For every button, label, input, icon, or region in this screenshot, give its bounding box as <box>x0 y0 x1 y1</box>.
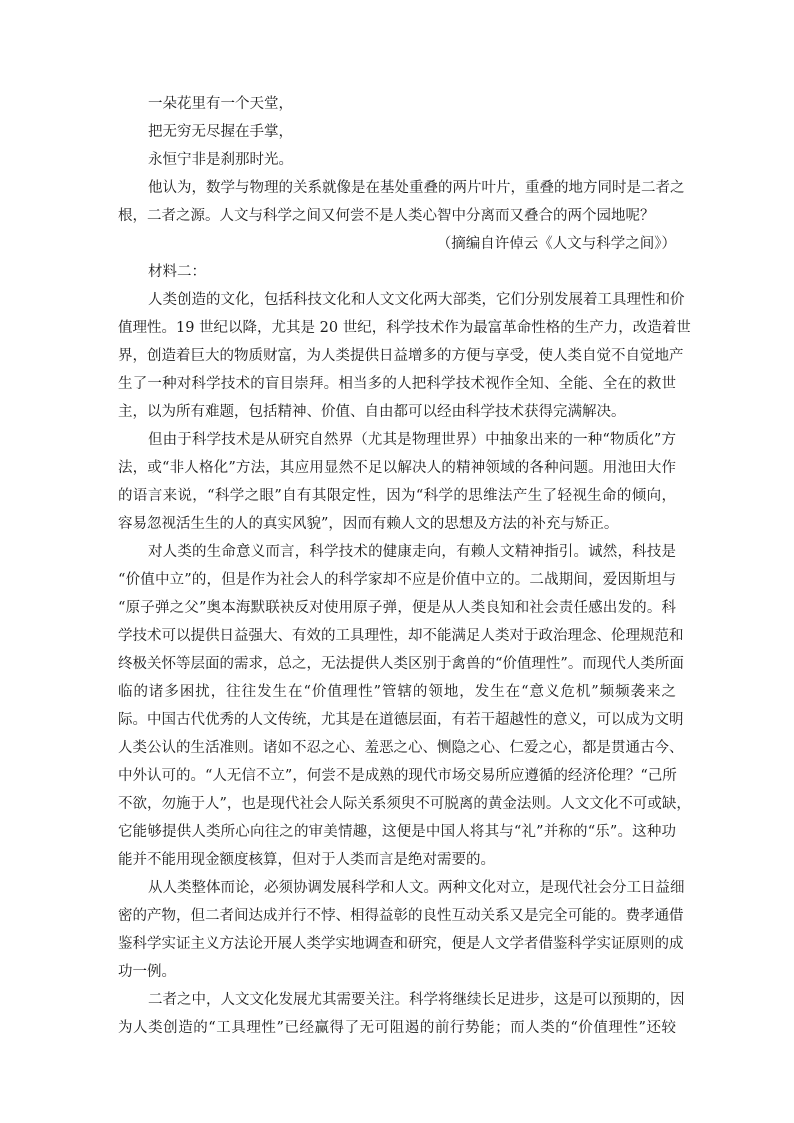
paragraph-line: 根，二者之源。人文与科学之间又何尝不是人类心智中分离而又叠合的两个园地呢？ <box>118 208 655 224</box>
paragraph-line: 终极关怀等层面的需求，总之，无法提供人类区别于禽兽的“价值理性”。而现代人类所面 <box>118 656 684 672</box>
paragraph-line: 容易忽视活生生的人的真实风貌”，因而有赖人文的思想及方法的补充与矫正。 <box>118 516 619 532</box>
paragraph-line: 功一例。 <box>118 964 176 980</box>
poem-line: 把无穷无尽握在手掌， <box>148 124 293 140</box>
paragraph-line: 生了一种对科学技术的盲目崇拜。相当多的人把科学技术视作全知、全能、全在的救世 <box>118 376 676 392</box>
paragraph-line: 学技术可以提供日益强大、有效的工具理性，却不能满足人类对于政治理念、伦理规范和 <box>118 628 684 644</box>
paragraph-line: 法，或“非人格化”方法，其应用显然不足以解决人的精神领域的各种问题。用池田大作 <box>118 460 676 476</box>
paragraph-line: 临的诸多困扰，往往发生在“价值理性”管辖的领地，发生在“意义危机”频频袭来之 <box>118 684 676 700</box>
paragraph-line: 从人类整体而论，必须协调发展科学和人文。两种文化对立，是现代社会分工日益细 <box>148 880 685 896</box>
paragraph-line: 能并不能用现金额度核算，但对于人类而言是绝对需要的。 <box>118 852 495 868</box>
paragraph-line: “价值中立”的，但是作为社会人的科学家却不应是价值中立的。二战期间，爱因斯坦与 <box>118 572 676 588</box>
paragraph-line: 二者之中，人文文化发展尤其需要关注。科学将继续长足进步，这是可以预期的，因 <box>148 992 685 1008</box>
paragraph-line: 际。中国古代优秀的人文传统，尤其是在道德层面，有若干超越性的意义，可以成为文明 <box>118 712 684 728</box>
paragraph-line: 对人类的生命意义而言，科学技术的健康走向，有赖人文精神指引。诚然，科技是 <box>148 544 676 560</box>
paragraph-line: 密的产物，但二者间达成并行不悖、相得益彰的良性互动关系又是完全可能的。费孝通借 <box>118 908 684 924</box>
poem-line: 一朵花里有一个天堂， <box>148 96 293 112</box>
paragraph-line: 值理性。19 世纪以降，尤其是 20 世纪，科学技术作为最富革命性格的生产力，改造着世 <box>118 320 691 336</box>
paragraph-line: 不欲，勿施于人”，也是现代社会人际关系须臾不可脱离的黄金法则。人文文化不可或缺， <box>118 796 691 812</box>
paragraph-line: 他认为，数学与物理的关系就像是在基处重叠的两片叶片，重叠的地方同时是二者之 <box>148 180 685 196</box>
section-heading: 材料二： <box>148 264 206 280</box>
paragraph-line: 它能够提供人类所心向往之的审美情趣，这便是中国人将其与“礼”并称的“乐”。这种功 <box>118 824 676 840</box>
poem-line: 永恒宁非是刹那时光。 <box>148 152 293 168</box>
paragraph-line: 鉴科学实证主义方法论开展人类学实地调查和研究，便是人文学者借鉴科学实证原则的成 <box>118 936 684 952</box>
paragraph-line: 主，以为所有难题，包括精神、价值、自由都可以经由科学技术获得完满解决。 <box>118 404 626 420</box>
paragraph-line: 人类创造的文化，包括科技文化和人文文化两大部类，它们分别发展着工具理性和价 <box>148 292 685 308</box>
paragraph-line: 但由于科学技术是从研究自然界（尤其是物理世界）中抽象出来的一种“物质化”方 <box>148 432 676 448</box>
paragraph-line: “原子弹之父”奥本海默联袂反对使用原子弹，便是从人类良知和社会责任感出发的。科 <box>118 600 676 616</box>
source-citation: （摘编自许倬云《人文与科学之间》） <box>436 236 676 252</box>
paragraph-line: 为人类创造的“工具理性”已经赢得了无可阻遏的前行势能；而人类的“价值理性”还较 <box>118 1020 676 1036</box>
paragraph-line: 中外认可的。“人无信不立”，何尝不是成熟的现代市场交易所应遵循的经济伦理？“己所 <box>118 768 677 784</box>
paragraph-line: 人类公认的生活准则。诸如不忍之心、羞恶之心、恻隐之心、仁爱之心，都是贯通古今、 <box>118 740 684 756</box>
paragraph-line: 界，创造着巨大的物质财富，为人类提供日益增多的方便与享受，使人类自觉不自觉地产 <box>118 348 684 364</box>
paragraph-line: 的语言来说，“科学之眼”自有其限定性，因为“科学的思维法产生了轻视生命的倾向， <box>118 488 676 504</box>
